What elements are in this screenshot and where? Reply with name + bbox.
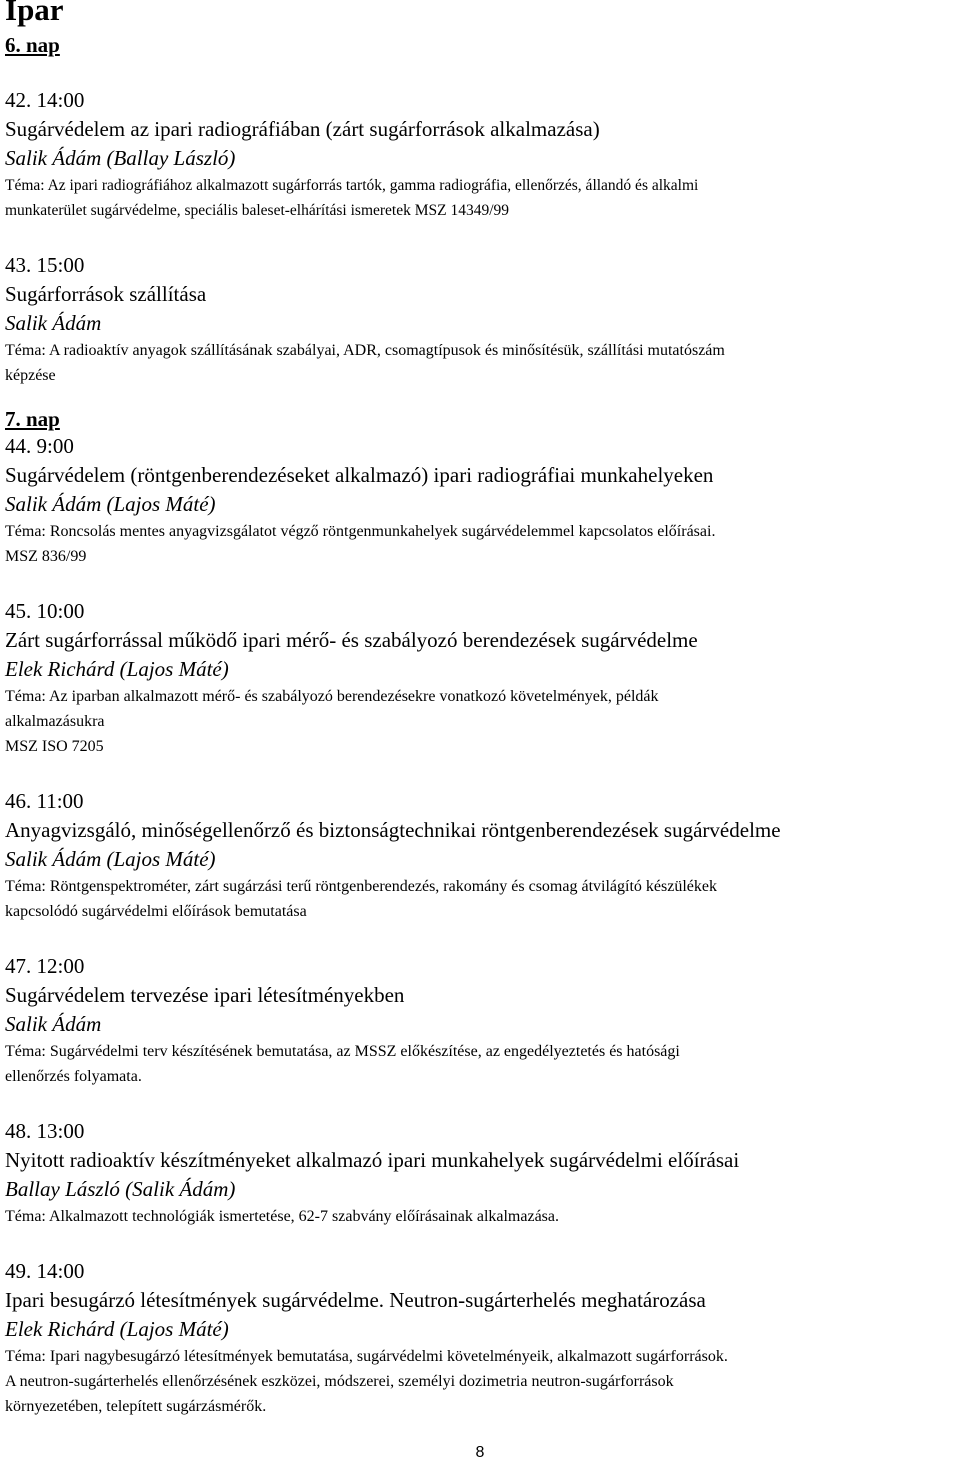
session-title: Sugárvédelem az ipari radiográfiában (zárt sugárforrások alkalmazása) [5,117,600,141]
session-47 [5,952,957,1089]
session-title: Zárt sugárforrással működő ipari mérő- és szabályozó berendezések sugárvédelme [5,628,698,652]
session-43 [5,251,957,388]
spacer [5,924,957,952]
session-topic [5,1344,957,1419]
session-title: Nyitott radioaktív készítményeket alkalmazó ipari munkahelyek sugárvédelmi előírásai [5,1148,740,1172]
topic-line: Téma: Roncsolás mentes anyagvizsgálatot végző röntgenmunkahelyek sugárvédelemmel kapcsolatos előírásai. [5,523,716,540]
topic-line: Téma: Ipari nagybesugárzó létesítmények bemutatása, sugárvédelmi követelményeik, alkalmazott sugárforrások. [5,1348,728,1365]
session-topic [5,338,957,388]
spacer [5,569,957,597]
topic-line: kapcsolódó sugárvédelmi előírások bemutatása [5,903,307,920]
topic-line: MSZ ISO 7205 [5,738,104,755]
topic-line: MSZ 836/99 [5,548,87,565]
session-topic [5,1039,957,1089]
spacer [5,759,957,787]
section-heading: Ipar [5,0,64,27]
session-time: 48. 13:00 [5,1119,85,1143]
spacer [5,223,957,251]
session-title: Sugárvédelem tervezése ipari létesítményekben [5,983,405,1007]
session-45 [5,597,957,759]
topic-line: környezetében, telepített sugárzásmérők. [5,1398,267,1415]
topic-line: Téma: Alkalmazott technológiák ismertetése, 62-7 szabvány előírásainak alkalmazása. [5,1208,560,1225]
session-44 [5,432,957,569]
session-time: 45. 10:00 [5,599,85,623]
page-number: 8 [475,1444,485,1461]
topic-line: Téma: A radioaktív anyagok szállításának szabályai, ADR, csomagtípusok és minősítésük, szállítási mutatószám [5,342,725,359]
topic-line: képzése [5,367,56,384]
topic-line: A neutron-sugárterhelés ellenőrzésének eszközei, módszerei, személyi dozimetria neutron-sugárforrások [5,1373,674,1390]
day-label: 6. nap [5,33,60,57]
session-title: Sugárforrások szállítása [5,282,207,306]
session-lecturer: Salik Ádám (Lajos Máté) [5,847,216,871]
session-topic [5,684,957,759]
session-topic [5,173,957,223]
topic-line: Téma: Az iparban alkalmazott mérő- és szabályozó berendezésekre vonatkozó követelmények, példák [5,688,659,705]
session-topic [5,519,957,569]
session-46 [5,787,957,924]
session-48 [5,1117,957,1229]
session-title: Sugárvédelem (röntgenberendezéseket alkalmazó) ipari radiográfiai munkahelyeken [5,463,714,487]
session-title: Anyagvizsgáló, minőségellenőrző és biztonságtechnikai röntgenberendezések sugárvédelme [5,818,781,842]
topic-line: Téma: Röntgenspektrométer, zárt sugárzási terű röntgenberendezés, rakomány és csomag átvilágító készülékek [5,878,717,895]
session-time: 44. 9:00 [5,434,74,458]
session-lecturer: Ballay László (Salik Ádám) [5,1177,236,1201]
topic-line: munkaterület sugárvédelme, speciális baleset-elhárítási ismeretek MSZ 14349/99 [5,202,510,219]
topic-line: Téma: Az ipari radiográfiához alkalmazott sugárforrás tartók, gamma radiográfia, ellenőrzés, állandó és alkalmi [5,177,699,194]
session-lecturer: Elek Richárd (Lajos Máté) [5,1317,229,1341]
session-time: 46. 11:00 [5,789,84,813]
session-lecturer: Salik Ádám (Lajos Máté) [5,492,216,516]
spacer [5,388,957,406]
session-time: 42. 14:00 [5,88,85,112]
session-time: 43. 15:00 [5,253,85,277]
session-lecturer: Salik Ádám [5,311,102,335]
topic-line: Téma: Sugárvédelmi terv készítésének bemutatása, az MSSZ előkészítése, az engedélyeztetés és hatósági [5,1043,680,1060]
session-49 [5,1257,957,1419]
spacer [5,1089,957,1117]
session-topic [5,1204,957,1229]
day-label: 7. nap [5,407,60,431]
session-lecturer: Salik Ádám [5,1012,102,1036]
document-page [5,0,957,1419]
session-42 [5,86,957,223]
spacer [5,58,957,86]
session-time: 47. 12:00 [5,954,85,978]
session-title: Ipari besugárzó létesítmények sugárvédelme. Neutron-sugárterhelés meghatározása [5,1288,706,1312]
spacer [5,1229,957,1257]
topic-line: alkalmazásukra [5,713,105,730]
session-lecturer: Elek Richárd (Lajos Máté) [5,657,229,681]
session-time: 49. 14:00 [5,1259,85,1283]
topic-line: ellenőrzés folyamata. [5,1068,142,1085]
session-lecturer: Salik Ádám (Ballay László) [5,146,236,170]
session-topic [5,874,957,924]
